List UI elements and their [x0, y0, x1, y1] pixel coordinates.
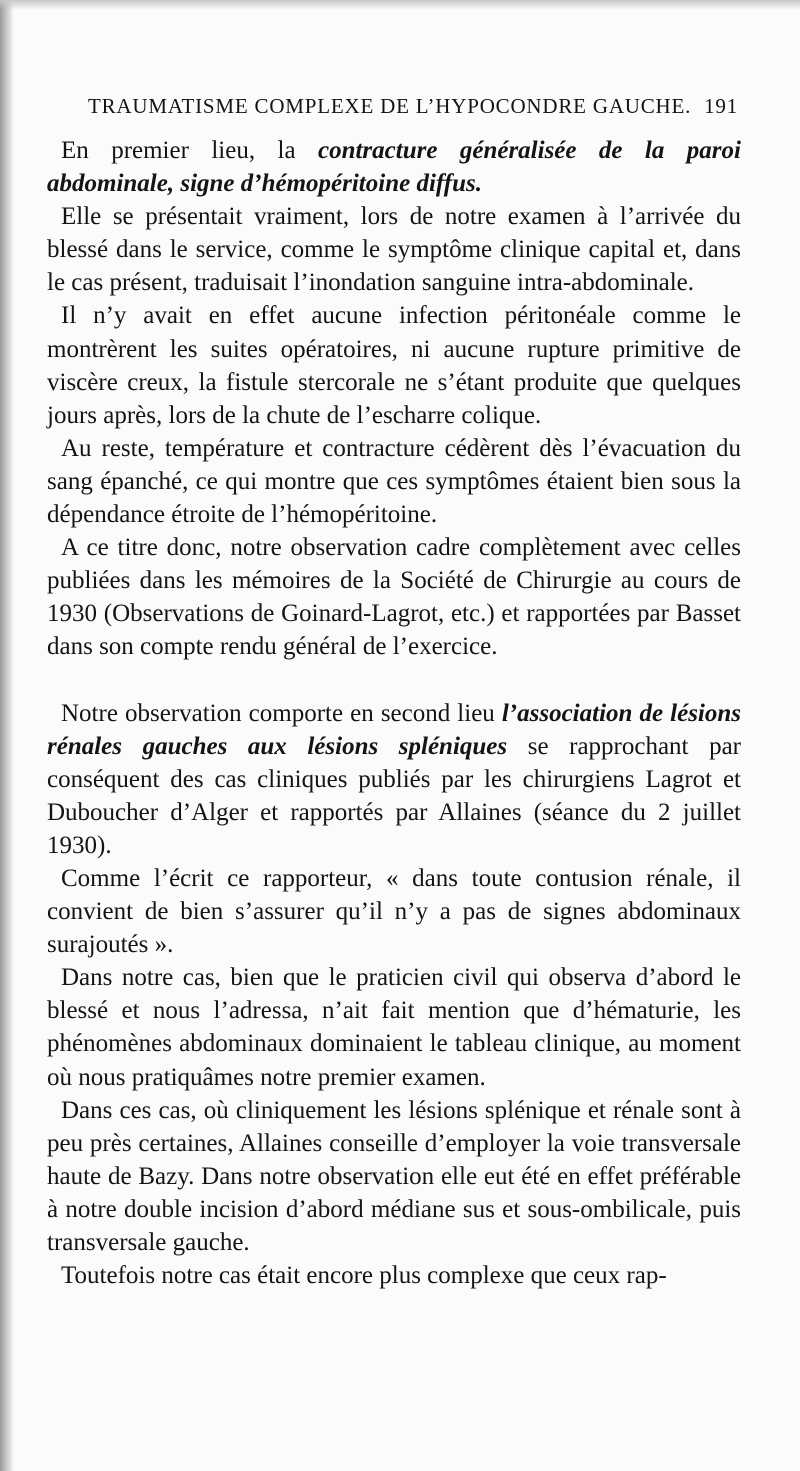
text-segment: Comme l’écrit ce rapporteur, « dans toute contusion rénale, il convient de bien s’assurer qu’il n’y a pas de signes abdominaux surajoutés ». — [47, 864, 741, 959]
scan-top-shadow — [0, 0, 800, 10]
paragraph — [47, 961, 741, 1093]
paragraph — [47, 1259, 741, 1292]
running-title: TRAUMATISME COMPLEXE DE L’HYPOCONDRE GAUCHE. — [88, 94, 692, 118]
text-segment: Il n’y avait en effet aucune infection péritonéale comme le montrèrent les suites opératoires, ni aucune rupture primitive de viscère creux, la fistule stercorale ne s’étant produite que quelques jours après, lors de la chute de l’escharre colique. — [47, 302, 741, 429]
text-segment: Notre observation comporte en second lieu — [61, 699, 502, 727]
paragraph — [47, 299, 741, 431]
running-header — [88, 90, 760, 130]
paragraph — [47, 1094, 741, 1259]
text-segment: Dans ces cas, où cliniquement les lésions splénique et rénale sont à peu près certaines, Allaines conseille d’employer la voie transversale haute de Bazy. Dans notre observation elle eut été en effet préférable à notre double incision d’abord médiane sus et sous-ombilicale, puis transversale gauche. — [47, 1096, 741, 1256]
text-segment: A ce titre donc, notre observation cadre complètement avec celles publiées dans les mémoires de la Société de Chirurgie au cours de 1930 (Observations de Goinard-Lagrot, etc.) et rapportées par Basset dans son compte rendu général de l’exercice. — [47, 534, 741, 661]
paragraph — [47, 862, 741, 961]
text-segment: En premier lieu, la — [61, 137, 318, 164]
paragraph — [47, 200, 741, 299]
italic-emphasis: contracture généralisée de la paroi abdominale, signe d’hémopéritoine diffus. — [47, 137, 741, 198]
text-segment: Au reste, température et contracture cédèrent dès l’évacuation du sang épanché, ce qui montre que ces symptômes étaient bien sous la dépendance étroite de l’hémopéritoine. — [47, 434, 741, 529]
paragraph — [47, 134, 741, 200]
text-segment: se rapprochant par conséquent des cas cliniques publiés par les chirurgiens Lagrot et Duboucher d’Alger et rapportés par Allaines (séance du 2 juillet 1930). — [47, 732, 741, 859]
scan-edge-shadow — [0, 0, 14, 1471]
paragraph — [47, 697, 741, 862]
italic-emphasis: l’association de lésions rénales gauches aux lésions spléniques — [47, 699, 741, 760]
page-number: 191 — [704, 94, 738, 118]
text-segment: Toutefois notre cas était encore plus complexe que ceux rap- — [61, 1262, 667, 1290]
paragraph — [47, 531, 741, 663]
text-segment: Elle se présentait vraiment, lors de notre examen à l’arrivée du blessé dans le service, comme le symptôme clinique capital et, dans le cas présent, traduisait l’inondation sanguine intra-abdominale. — [47, 203, 741, 297]
body-text — [47, 134, 741, 1292]
paragraph — [47, 432, 741, 531]
text-segment: Dans notre cas, bien que le praticien civil qui observa d’abord le blessé et nous l’adressa, n’ait fait mention que d’hématurie, les phénomènes abdominaux dominaient le tableau clinique, au moment où nous pratiquâmes notre premier examen. — [47, 964, 741, 1091]
